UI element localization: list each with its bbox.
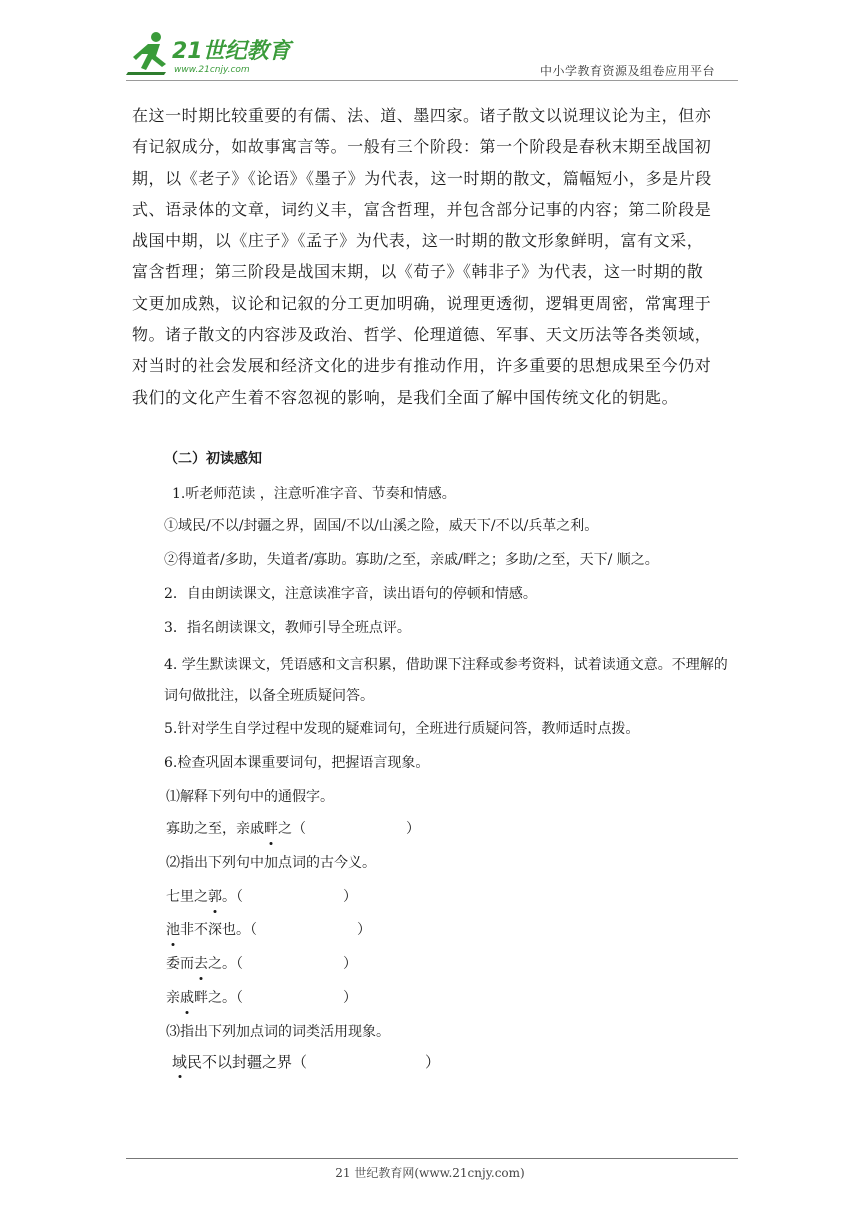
intro-line: 文更加成熟，议论和记叙的分工更加明确，说理更透彻，逻辑更周密，常寓理于 (132, 293, 712, 313)
intro-paragraph (132, 100, 738, 413)
step-5: 5.针对学生自学过程中发现的疑难词句，全班进行质疑问答，教师适时点拨。 (164, 721, 640, 737)
dotted-char: 戚 (180, 990, 194, 1006)
step-3: 3．指名朗读课文，教师引导全班点评。 (164, 620, 411, 636)
reading-example-2: ②得道者/多助，失道者/寡助。寡助/之至，亲戚/畔之；多助/之至，天下/ 顺之。 (164, 552, 659, 568)
dotted-char: 池 (166, 922, 180, 938)
step-4: 4. 学生默读课文，凭语感和文言积累，借助课下注释或参考资料，试着读通文意。不理解的词句做批注，以备全班质疑问答。 (164, 657, 728, 704)
dotted-char: 域 (172, 1053, 188, 1071)
question-2: ⑵指出下列句中加点词的古今义。 (166, 855, 376, 871)
intro-line: 在这一时期比较重要的有儒、法、道、墨四家。诸子散文以说理议论为主，但亦 (132, 106, 712, 125)
question-1: ⑴解释下列句中的通假字。 (166, 789, 334, 805)
dotted-char: 畔 (264, 821, 278, 837)
logo-text: 21世纪教育 (172, 39, 291, 64)
step-2: 2．自由朗读课文，注意读准字音，读出语句的停顿和情感。 (164, 586, 537, 602)
step-6: 6.检查巩固本课重要词句，把握语言现象。 (164, 755, 430, 771)
question-1-item: 寡助之至，亲戚畔之（ ） (166, 821, 420, 837)
intro-line: 期，以《老子》《论语》《墨子》为代表，这一时期的散文，篇幅短小，多是片段 (132, 168, 712, 188)
intro-line: 对当时的社会发展和经济文化的进步有推动作用，许多重要的思想成果至今仍对 (132, 356, 712, 376)
footer-divider (126, 1158, 738, 1159)
intro-line: 式、语录体的文章，词约义丰，富含哲理，并包含部分记事的内容；第二阶段是 (132, 199, 712, 219)
intro-line: 我们的文化产生着不容忽视的影响，是我们全面了解中国传统文化的钥匙。 (132, 387, 679, 407)
reading-example-1: ①域民/不以/封疆之界，固国/不以/山溪之险，威天下/不以/兵革之利。 (164, 518, 599, 534)
intro-line: 有记叙成分，如故事寓言等。一般有三个阶段：第一个阶段是春秋末期至战国初 (132, 137, 712, 157)
intro-line: 战国中期，以《庄子》《孟子》为代表，这一时期的散文形象鲜明，富有文采， (132, 231, 704, 251)
question-2-item: 委而去之。（ ） (166, 956, 357, 972)
logo (126, 30, 296, 78)
dotted-char: 郭 (208, 889, 222, 905)
question-3: ⑶指出下列加点词的词类活用现象。 (166, 1024, 390, 1040)
question-2-item: 七里之郭。（ ） (166, 889, 357, 905)
dotted-char: 去 (194, 956, 208, 972)
question-2-item: 池非不深也。（ ） (166, 922, 371, 938)
logo-url: www.21cnjy.com (174, 65, 250, 75)
step-1: 1.听老师范读 ，注意听准字音、节奏和情感。 (172, 486, 456, 502)
page-header (0, 0, 860, 82)
page-footer: 21 世纪教育网(www.21cnjy.com) (335, 1166, 525, 1180)
section-title: （二）初读感知 (164, 451, 262, 467)
intro-line: 物。诸子散文的内容涉及政治、哲学、伦理道德、军事、天文历法等各类领域， (132, 325, 712, 345)
runner-icon (126, 32, 166, 75)
header-divider (126, 80, 738, 81)
question-2-item: 亲戚畔之。（ ） (166, 990, 357, 1006)
intro-line: 富含哲理；第三阶段是战国末期，以《荀子》《韩非子》为代表，这一时期的散 (132, 262, 704, 282)
site-name: 中小学教育资源及组卷应用平台 (540, 64, 716, 78)
question-3-item: 域民不以封疆之界（ ） (172, 1053, 441, 1071)
